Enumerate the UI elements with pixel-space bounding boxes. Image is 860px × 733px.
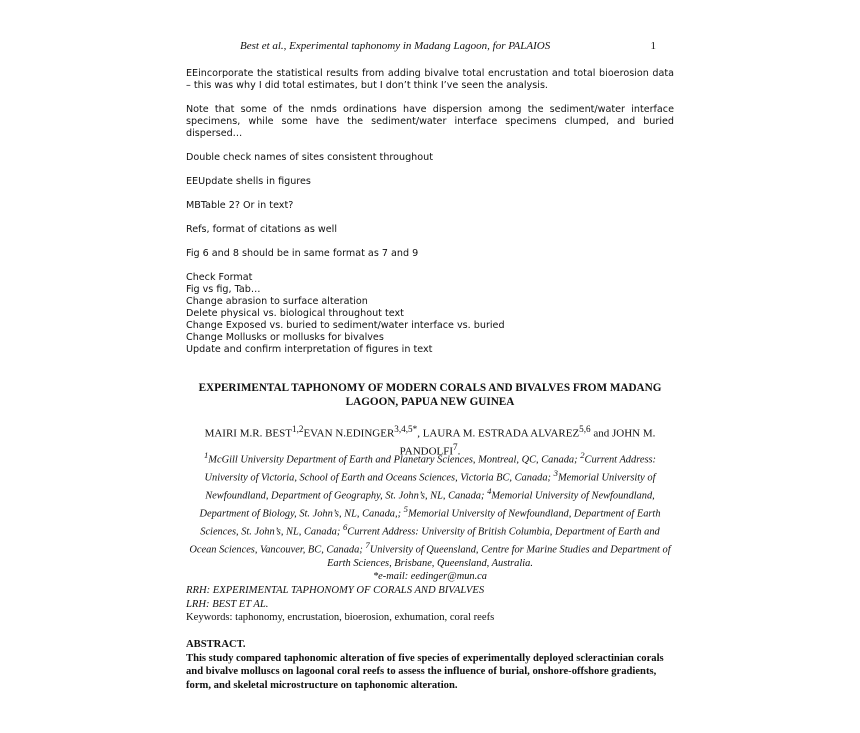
author-name: EVAN N.EDINGER xyxy=(303,427,395,440)
contact-email: *e-mail: eedinger@mun.ca xyxy=(372,571,487,583)
author-superscript: 3,4,5* xyxy=(394,424,418,434)
checklist-item: Change Exposed vs. buried to sediment/water interface vs. buried xyxy=(186,320,505,331)
note-paragraph: Refs, format of citations as well xyxy=(186,224,337,235)
running-header xyxy=(240,40,660,52)
note-paragraph: Note that some of the nmds ordinations have dispersion among the sediment/water interface specimens, while some have the sediment/water interface specimens clumped, and buried dispersed… xyxy=(186,104,674,139)
author-superscript: 7 xyxy=(453,441,458,452)
affiliation-text: Memorial University of Newfoundland, Department of Geography, St. John’s, NL, Canada; xyxy=(205,472,656,502)
checklist-item: Check Format xyxy=(186,272,253,283)
affiliation-text: Memorial University of Newfoundland, Department of Biology, St. John’s, NL, Canada,; xyxy=(199,490,655,520)
note-paragraph: MBTable 2? Or in text? xyxy=(186,200,294,211)
author-separator: , xyxy=(417,427,423,440)
affiliation-marker: 6 xyxy=(342,521,348,532)
editor-notes xyxy=(186,68,674,356)
note-paragraph: EEincorporate the statistical results from adding bivalve total encrustation and total bioerosion data – this was why I did total estimates, but I don’t think I’ve seen the analysis. xyxy=(186,68,674,91)
note-paragraph: EEUpdate shells in figures xyxy=(186,176,311,187)
keywords: Keywords: taphonomy, encrustation, bioerosion, exhumation, coral reefs xyxy=(186,612,495,623)
note-paragraph: Double check names of sites consistent throughout xyxy=(186,152,433,163)
left-running-head: LRH: BEST ET AL. xyxy=(186,598,269,610)
affiliation-marker: 3 xyxy=(553,467,558,478)
page-number: 1 xyxy=(650,40,656,52)
paper-metadata xyxy=(186,584,674,625)
checklist-item: Change abrasion to surface alteration xyxy=(186,296,368,307)
author-name: JOHN M. PANDOLFI xyxy=(399,427,656,458)
affiliation-marker: 7 xyxy=(365,539,370,550)
abstract xyxy=(186,638,674,692)
note-checklist xyxy=(186,272,674,356)
abstract-text: This study compared taphonomic alteration of five species of experimentally deployed scleractinian corals and bivalve molluscs on lagoonal coral reefs to assess the influence of burial, onshore-offshore gradients, form, and skeletal microstructure on taphonomic alteration. xyxy=(186,652,664,691)
affiliation-marker: 5 xyxy=(403,503,408,514)
affiliation-text: Memorial University of Newfoundland, Department of Earth Sciences, St. John’s, NL, Canada; xyxy=(200,508,661,538)
right-running-head: RRH: EXPERIMENTAL TAPHONOMY OF CORALS AND BIVALVES xyxy=(186,585,485,596)
affiliation-text: University of Queensland, Centre for Marine Studies and Department of Earth Sciences, Brisbane, Queensland, Australia. xyxy=(327,544,671,569)
abstract-heading: ABSTRACT. xyxy=(186,639,246,650)
affiliation-marker: 1 xyxy=(203,450,209,460)
note-paragraph: Fig 6 and 8 should be in same format as 7 and 9 xyxy=(186,248,419,259)
affiliation-marker: 2 xyxy=(580,450,585,460)
author-name: LAURA M. ESTRADA ALVAREZ xyxy=(422,427,580,440)
affiliations xyxy=(186,449,674,584)
affiliation-marker: 4 xyxy=(487,485,492,496)
author-conjunction: and xyxy=(590,427,613,440)
paper-title: EXPERIMENTAL TAPHONOMY OF MODERN CORALS AND BIVALVES FROM MADANG LAGOON, PAPUA NEW GUINEA xyxy=(198,382,662,408)
author-superscript: 1,2 xyxy=(291,424,304,434)
checklist-item: Update and confirm interpretation of figures in text xyxy=(186,344,433,355)
affiliation-text: Current Address: University of Victoria, School of Earth and Oceans Sciences, Victoria BC, Canada; xyxy=(204,454,657,484)
checklist-item: Change Mollusks or mollusks for bivalves xyxy=(186,332,384,343)
author-superscript: 5,6 xyxy=(579,424,591,434)
running-title: Best et al., Experimental taphonomy in Madang Lagoon, for PALAIOS xyxy=(240,40,551,52)
affiliation-text: Current Address: University of British Columbia, Department of Earth and Ocean Sciences, Vancouver, BC, Canada; xyxy=(189,526,660,556)
author-name: MAIRI M.R. BEST xyxy=(204,427,292,440)
checklist-item: Delete physical vs. biological throughout text xyxy=(186,308,404,319)
checklist-item: Fig vs fig, Tab… xyxy=(186,284,261,295)
affiliation-text: McGill University Department of Earth and Planetary Sciences, Montreal, QC, Canada; xyxy=(208,454,578,466)
author-end: . xyxy=(457,445,461,458)
